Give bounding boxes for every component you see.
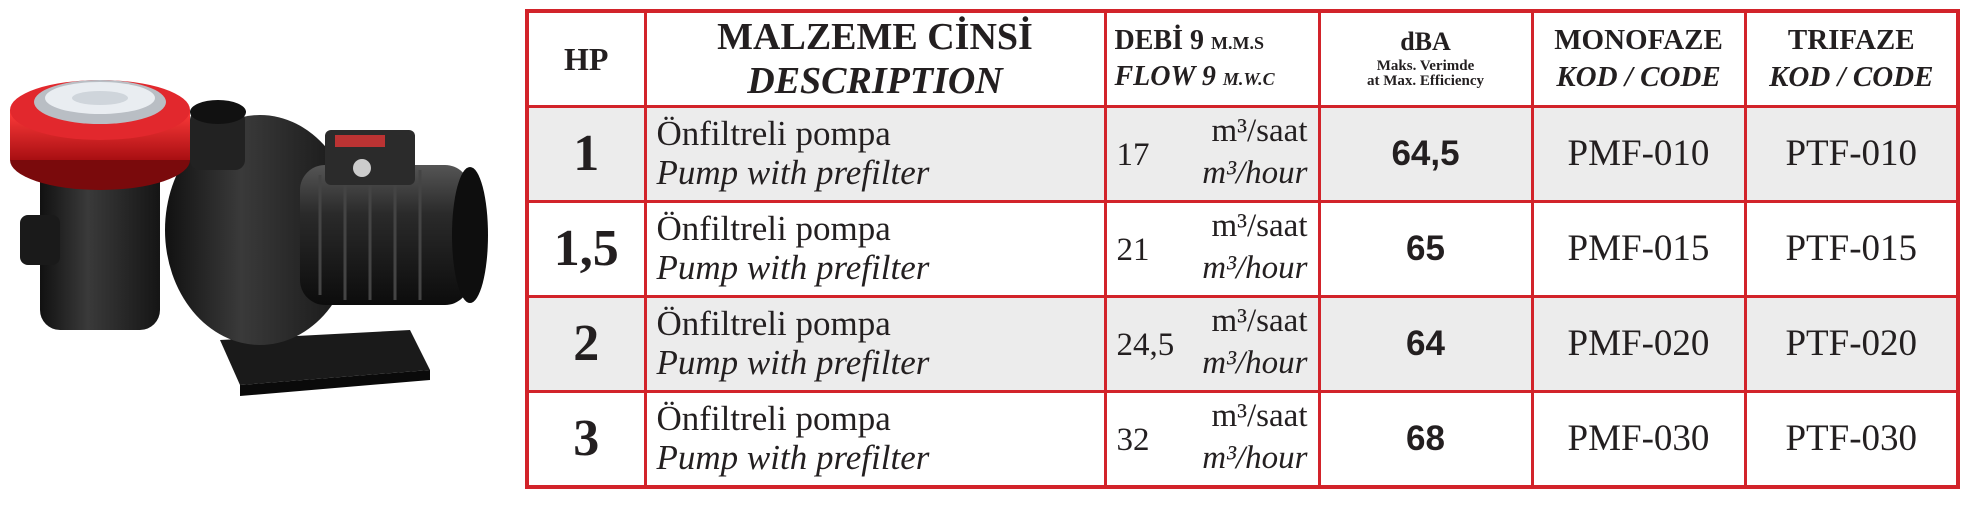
header-dba-title: dBA — [1400, 26, 1451, 56]
table-row — [527, 106, 1958, 201]
cell-description — [645, 391, 1105, 487]
cell-monofaze-code: PMF-020 — [1532, 296, 1745, 391]
flow-unit-en: m³/hour — [1202, 249, 1308, 286]
header-flow-en: FLOW 9 — [1114, 60, 1216, 92]
header-dba-sub-en: at Max. Efficiency — [1366, 72, 1485, 89]
cell-dba: 65 — [1319, 201, 1532, 296]
cell-flow — [1105, 296, 1319, 391]
description-en: Pump with prefilter — [656, 247, 930, 287]
header-trifaze — [1745, 11, 1958, 106]
flow-value: 17 — [1116, 136, 1150, 173]
header-flow-tr: DEBİ 9 — [1114, 24, 1204, 56]
description-tr: Önfiltreli pompa — [656, 399, 891, 438]
header-dba-sub-tr: Maks. Verimde — [1376, 57, 1475, 74]
header-hp: HP — [527, 11, 645, 106]
flow-unit-en: m³/hour — [1202, 154, 1308, 191]
header-description — [645, 11, 1105, 106]
header-flow-tr-unit: M.M.S — [1210, 32, 1264, 53]
cell-dba: 68 — [1319, 391, 1532, 487]
cell-description — [645, 201, 1105, 296]
cell-dba: 64 — [1319, 296, 1532, 391]
header-trifaze-tr: TRIFAZE — [1787, 23, 1915, 56]
cell-monofaze-code: PMF-015 — [1532, 201, 1745, 296]
cell-trifaze-code: PTF-020 — [1745, 296, 1958, 391]
table-row — [527, 201, 1958, 296]
header-flow — [1105, 11, 1319, 106]
cell-dba: 64,5 — [1319, 106, 1532, 201]
pump-spec-table — [525, 9, 1960, 489]
table-row — [527, 391, 1958, 487]
table-header-row — [527, 11, 1958, 106]
cell-monofaze-code: PMF-010 — [1532, 106, 1745, 201]
cell-monofaze-code: PMF-030 — [1532, 391, 1745, 487]
cell-hp: 1,5 — [527, 201, 645, 296]
description-tr: Önfiltreli pompa — [656, 209, 891, 248]
header-description-en: DESCRIPTION — [747, 59, 1003, 102]
cell-trifaze-code: PTF-030 — [1745, 391, 1958, 487]
flow-unit-tr: m³/saat — [1211, 207, 1308, 244]
header-monofaze-en: KOD / CODE — [1556, 60, 1721, 93]
table-row — [527, 296, 1958, 391]
header-description-tr: MALZEME CİNSİ — [717, 15, 1033, 58]
flow-unit-tr: m³/saat — [1211, 302, 1308, 339]
cell-flow — [1105, 106, 1319, 201]
header-trifaze-en: KOD / CODE — [1769, 60, 1934, 93]
cell-trifaze-code: PTF-010 — [1745, 106, 1958, 201]
cell-flow — [1105, 391, 1319, 487]
cell-description — [645, 106, 1105, 201]
description-tr: Önfiltreli pompa — [656, 114, 891, 153]
description-en: Pump with prefilter — [656, 342, 930, 382]
cell-hp: 1 — [527, 106, 645, 201]
cell-description — [645, 296, 1105, 391]
flow-unit-tr: m³/saat — [1211, 397, 1308, 434]
flow-unit-en: m³/hour — [1202, 344, 1308, 381]
header-flow-en-unit: M.W.C — [1222, 68, 1275, 89]
header-monofaze — [1532, 11, 1745, 106]
flow-value: 24,5 — [1116, 326, 1175, 363]
pump-product-image — [0, 40, 500, 440]
cell-flow — [1105, 201, 1319, 296]
cell-hp: 2 — [527, 296, 645, 391]
flow-value: 32 — [1116, 421, 1150, 458]
flow-unit-en: m³/hour — [1202, 439, 1308, 476]
description-en: Pump with prefilter — [656, 152, 930, 192]
flow-value: 21 — [1116, 231, 1150, 268]
description-tr: Önfiltreli pompa — [656, 304, 891, 343]
cell-trifaze-code: PTF-015 — [1745, 201, 1958, 296]
description-en: Pump with prefilter — [656, 437, 930, 477]
flow-unit-tr: m³/saat — [1211, 112, 1308, 149]
cell-hp: 3 — [527, 391, 645, 487]
header-dba — [1319, 11, 1532, 106]
header-monofaze-tr: MONOFAZE — [1554, 23, 1723, 56]
